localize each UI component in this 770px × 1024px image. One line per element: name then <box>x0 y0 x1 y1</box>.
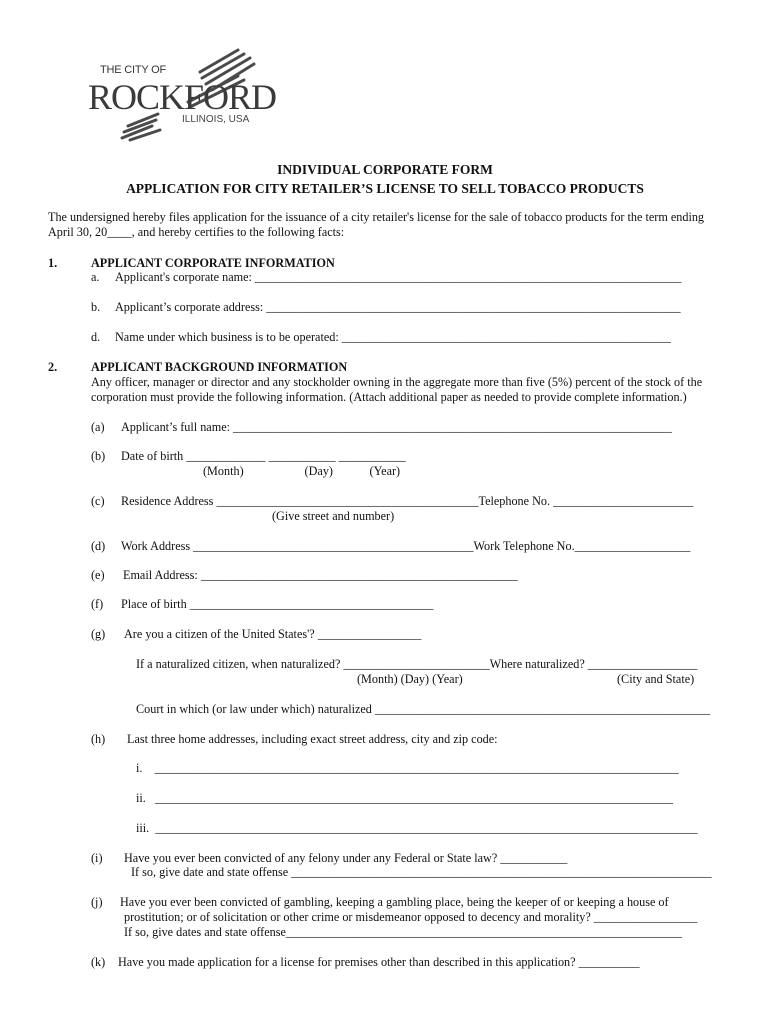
section-2-number: 2. <box>48 360 58 374</box>
city-logo <box>88 44 278 144</box>
item-2j-label: (j) <box>91 895 103 909</box>
gambling-question-line-1: Have you ever been convicted of gambling, keeping a gambling place, being the keeper of or keeping a house of <box>120 895 669 909</box>
item-2a-label: (a) <box>91 420 105 434</box>
work-address-field[interactable]: Work Address ______________________________________________Work Telephone No.___________________ <box>121 539 691 553</box>
other-premises-field[interactable]: Have you made application for a license for premises other than described in this application? __________ <box>118 955 640 969</box>
gambling-offense-field[interactable]: If so, give dates and state offense_________________________________________________________________ <box>124 925 682 939</box>
item-2e-label: (e) <box>91 568 105 582</box>
felony-offense-field[interactable]: If so, give date and state offense _____________________________________________________________________ <box>131 865 712 879</box>
email-field[interactable]: Email Address: ____________________________________________________ <box>123 568 518 582</box>
intro-line-2: April 30, 20____, and hereby certifies to the following facts: <box>48 225 345 239</box>
item-2k-label: (k) <box>91 955 106 969</box>
naturalized-field[interactable]: If a naturalized citizen, when naturalized? ________________________Where naturalized? __________________ <box>136 657 698 671</box>
address-ii-field[interactable]: ii. _____________________________________________________________________________________ <box>136 791 673 805</box>
item-d-label: d. <box>91 330 101 344</box>
item-2c-label: (c) <box>91 494 105 508</box>
logo-city-of: THE CITY OF <box>100 64 167 76</box>
item-a-label: a. <box>91 270 100 284</box>
logo-illinois: ILLINOIS, USA <box>182 114 250 125</box>
address-i-field[interactable]: i. ______________________________________________________________________________________ <box>136 761 679 775</box>
item-2i-label: (i) <box>91 851 103 865</box>
naturalized-place-sublabel: (City and State) <box>617 672 695 686</box>
form-title: INDIVIDUAL CORPORATE FORM <box>277 162 493 177</box>
addresses-prompt: Last three home addresses, including exact street address, city and zip code: <box>127 732 498 746</box>
logo-rockford: ROCKFORD <box>88 77 277 117</box>
corporate-address-field[interactable]: Applicant’s corporate address: ____________________________________________________________________ <box>115 300 681 314</box>
business-name-field[interactable]: Name under which business is to be operated: ______________________________________________________ <box>115 330 671 344</box>
corporate-name-field[interactable]: Applicant's corporate name: ______________________________________________________________________ <box>115 270 682 284</box>
item-2h-label: (h) <box>91 732 106 746</box>
place-of-birth-field[interactable]: Place of birth ________________________________________ <box>121 597 434 611</box>
section-2-desc-2: corporation must provide the following information. (Attach additional paper as needed to provide complete information.) <box>91 390 687 404</box>
date-of-birth-sublabel: (Month) (Day) (Year) <box>203 464 401 478</box>
date-of-birth-field[interactable]: Date of birth _____________ ___________ ___________ <box>121 449 406 463</box>
felony-question-field[interactable]: Have you ever been convicted of any felony under any Federal or State law? ___________ <box>124 851 568 865</box>
address-iii-field[interactable]: iii. _________________________________________________________________________________________ <box>136 821 698 835</box>
residence-address-sublabel: (Give street and number) <box>272 509 395 523</box>
section-2-desc-1: Any officer, manager or director and any stockholder owning in the aggregate more than five (5%) percent of the stock of the <box>91 375 703 389</box>
item-2b-label: (b) <box>91 449 106 463</box>
section-1-number: 1. <box>48 256 58 270</box>
item-2g-label: (g) <box>91 627 106 641</box>
citizen-field[interactable]: Are you a citizen of the United States'? _________________ <box>124 627 422 641</box>
form-subtitle: APPLICATION FOR CITY RETAILER’S LICENSE TO SELL TOBACCO PRODUCTS <box>126 181 644 196</box>
item-2d-label: (d) <box>91 539 106 553</box>
gambling-question-field[interactable]: prostitution; or of solicitation or other crime or misdemeanor opposed to decency and morality? _________________ <box>124 910 698 924</box>
item-2f-label: (f) <box>91 597 104 611</box>
section-1-heading: APPLICANT CORPORATE INFORMATION <box>91 256 335 270</box>
intro-line-1: The undersigned hereby files application for the issuance of a city retailer's license for the sale of tobacco products for the term ending <box>48 210 705 224</box>
naturalization-court-field[interactable]: Court in which (or law under which) naturalized _______________________________________________________ <box>136 702 711 716</box>
full-name-field[interactable]: Applicant’s full name: ________________________________________________________________________ <box>121 420 672 434</box>
item-b-label: b. <box>91 300 101 314</box>
residence-address-field[interactable]: Residence Address ___________________________________________Telephone No. _______________________ <box>121 494 694 508</box>
naturalized-date-sublabel: (Month) (Day) (Year) <box>357 672 463 686</box>
section-2-heading: APPLICANT BACKGROUND INFORMATION <box>91 360 348 374</box>
